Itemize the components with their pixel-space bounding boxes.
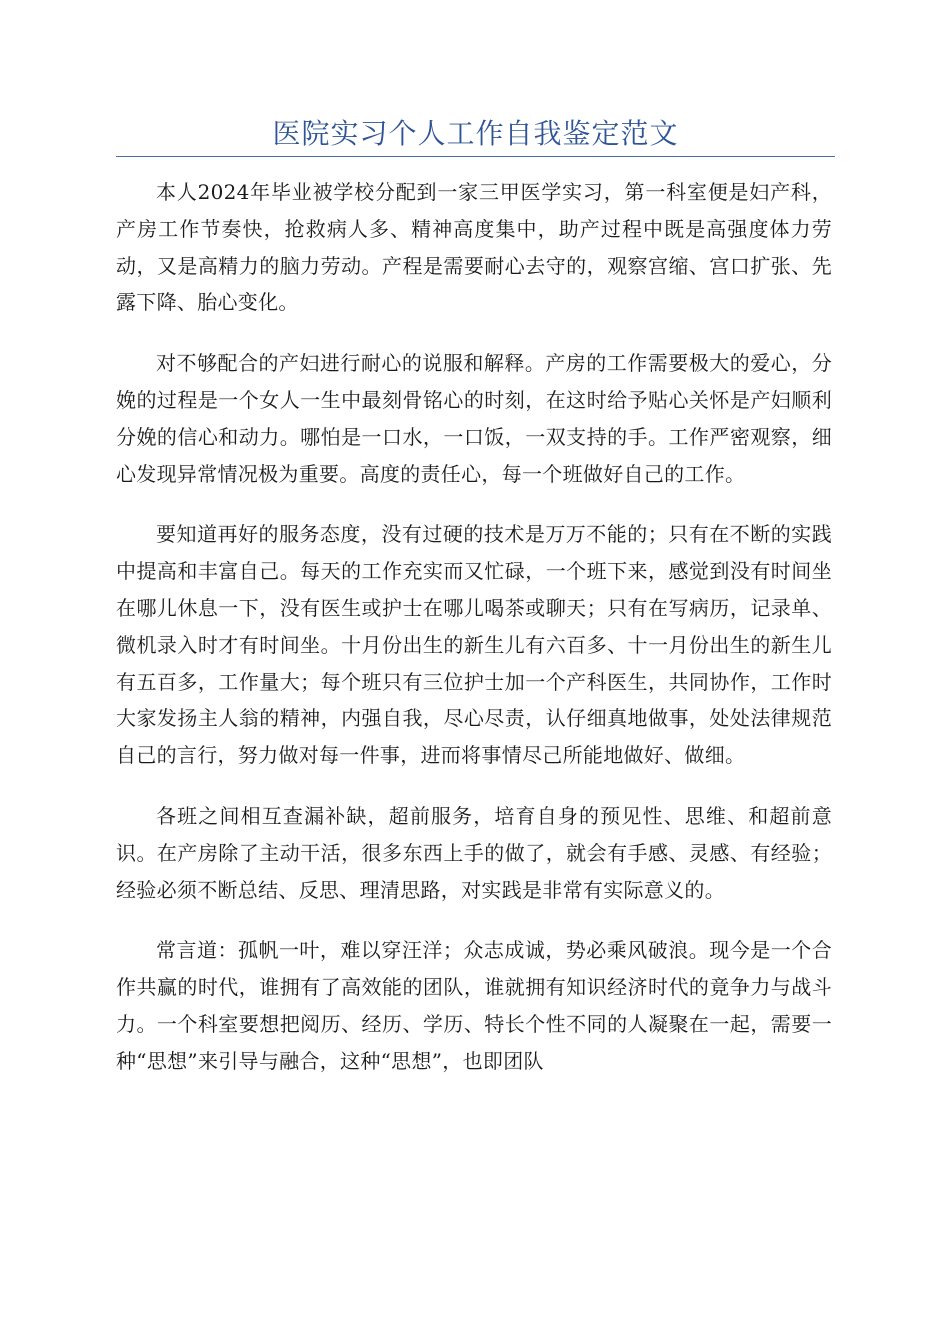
paragraph-2: 对不够配合的产妇进行耐心的说服和解释。产房的工作需要极大的爱心，分娩的过程是一个女人一生中最刻骨铭心的时刻，在这时给予贴心关怀是产妇顺利分娩的信心和动力。哪怕是一口水，一口饭，一双支持的手。工作严密观察，细心发现异常情况极为重要。高度的责任心，每一个班做好自己的工作。 (116, 351, 832, 486)
title-block (116, 112, 835, 157)
paragraph-4: 各班之间相互查漏补缺，超前服务，培育自身的预见性、思维、和超前意识。在产房除了主动干活，很多东西上手的做了，就会有手感、灵感、有经验；经验必须不断总结、反思、理清思路，对实践是非常有实际意义的。 (116, 803, 832, 902)
paragraph-1: 本人2024年毕业被学校分配到一家三甲医学实习，第一科室便是妇产科，产房工作节奏快，抢救病人多、精神高度集中，助产过程中既是高强度体力劳动，又是高精力的脑力劳动。产程是需要耐心去守的，观察宫缩、宫口扩张、先露下降、胎心变化。 (116, 180, 832, 315)
paragraph-3: 要知道再好的服务态度，没有过硬的技术是万万不能的；只有在不断的实践中提高和丰富自己。每天的工作充实而又忙碌，一个班下来，感觉到没有时间坐在哪儿休息一下，没有医生或护士在哪儿喝茶或聊天；只有在写病历，记录单、微机录入时才有时间坐。十月份出生的新生儿有六百多、十一月份出生的新生儿有五百多，工作量大；每个班只有三位护士加一个产科医生，共同协作，工作时大家发扬主人翁的精神，内强自我，尽心尽责，认仔细真地做事，处处法律规范自己的言行，努力做对每一件事，进而将事情尽己所能地做好、做细。 (116, 522, 832, 768)
document-body (116, 174, 832, 1104)
document-title: 医院实习个人工作自我鉴定范文 (272, 117, 679, 150)
paragraph-5: 常言道：孤帆一叶，难以穿汪洋；众志成诚，势必乘风破浪。现今是一个合作共赢的时代，谁拥有了高效能的团队，谁就拥有知识经济时代的竟争力与战斗力。一个科室要想把阅历、经历、学历、特长个性不同的人凝聚在一起，需要一种“思想”来引导与融合，这种“思想”，也即团队 (116, 938, 832, 1073)
